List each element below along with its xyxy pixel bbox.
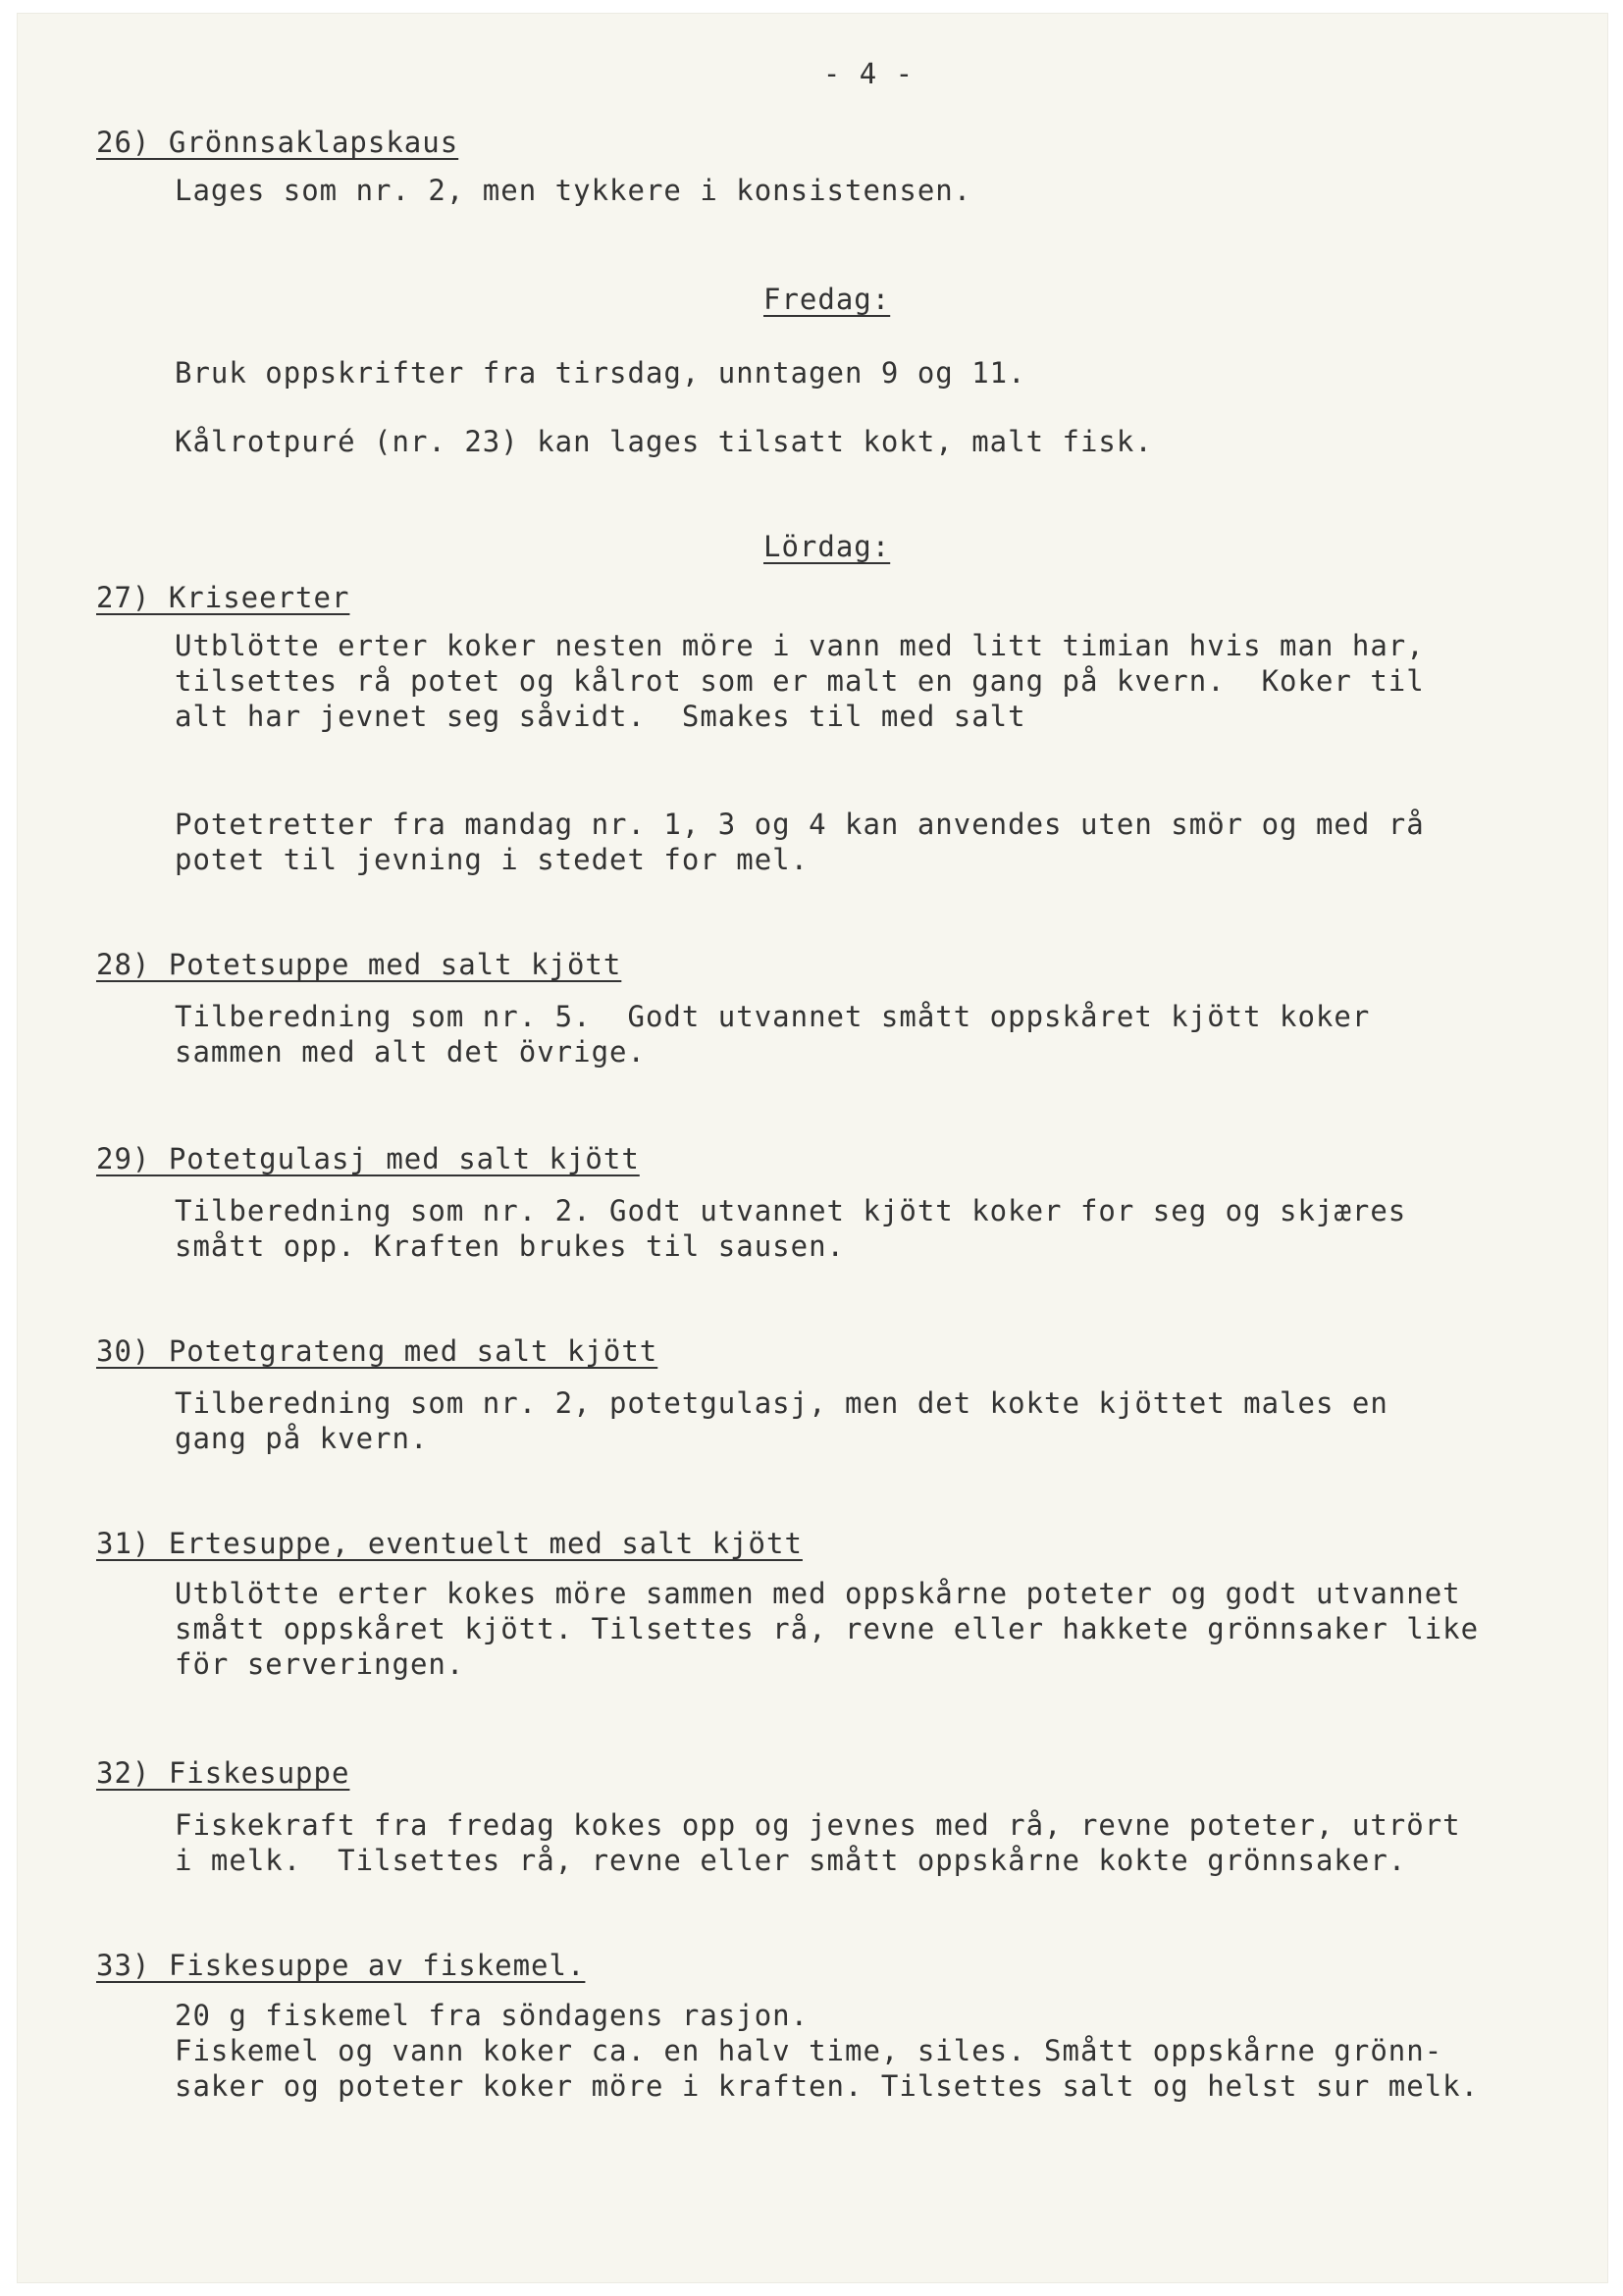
recipe-29-title: 29) Potetgulasj med salt kjött [96, 1142, 640, 1175]
friday-heading: Fredag: [763, 283, 891, 316]
recipe-26-body: Lages som nr. 2, men tykkere i konsistensen. [175, 174, 972, 207]
saturday-heading: Lördag: [763, 530, 891, 563]
recipe-27-title: 27) Kriseerter [96, 581, 350, 614]
recipe-32-title: 32) Fiskesuppe [96, 1756, 350, 1790]
friday-note-1: Bruk oppskrifter fra tirsdag, unntagen 9 og 11. [175, 356, 1026, 390]
recipe-33-title: 33) Fiskesuppe av fiskemel. [96, 1949, 586, 1982]
recipe-31-title: 31) Ertesuppe, eventuelt med salt kjött [96, 1527, 803, 1560]
saturday-potato-note: Potetretter fra mandag nr. 1, 3 og 4 kan anvendes uten smör og med rå potet til jevning i stedet for mel. [175, 808, 1425, 876]
recipe-33-body: 20 g fiskemel fra söndagens rasjon. Fiskemel og vann koker ca. en halv time, siles. Smått oppskårne grönn- saker og poteter koker möre i kraften. Tilsettes salt og helst sur melk. [175, 1999, 1480, 2103]
recipe-28-body: Tilberedning som nr. 5. Godt utvannet smått oppskåret kjött koker sammen med alt det övrige. [175, 1000, 1371, 1069]
recipe-32-body: Fiskekraft fra fredag kokes opp og jevnes med rå, revne poteter, utrört i melk. Tilsettes rå, revne eller smått oppskårne kokte grönnsaker. [175, 1808, 1461, 1877]
recipe-30-title: 30) Potetgrateng med salt kjött [96, 1334, 658, 1368]
recipe-29-body: Tilberedning som nr. 2. Godt utvannet kjött koker for seg og skjæres smått opp. Kraften brukes til sausen. [175, 1194, 1407, 1263]
page-number: - 4 - [822, 57, 915, 90]
recipe-31-body: Utblötte erter kokes möre sammen med oppskårne poteter og godt utvannet smått oppskåret kjött. Tilsettes rå, revne eller hakkete grönnsaker like för serveringen. [175, 1577, 1480, 1681]
friday-note-2: Kålrotpuré (nr. 23) kan lages tilsatt kokt, malt fisk. [175, 425, 1153, 458]
recipe-30-body: Tilberedning som nr. 2, potetgulasj, men det kokte kjöttet males en gang på kvern. [175, 1386, 1388, 1455]
recipe-27-body: Utblötte erter koker nesten möre i vann med litt timian hvis man har, tilsettes rå potet og kålrot som er malt en gang på kvern. Koker til alt har jevnet seg såvidt. Smakes til med salt [175, 629, 1425, 733]
recipe-28-title: 28) Potetsuppe med salt kjött [96, 948, 622, 981]
recipe-26-title: 26) Grönnsaklapskaus [96, 126, 459, 159]
